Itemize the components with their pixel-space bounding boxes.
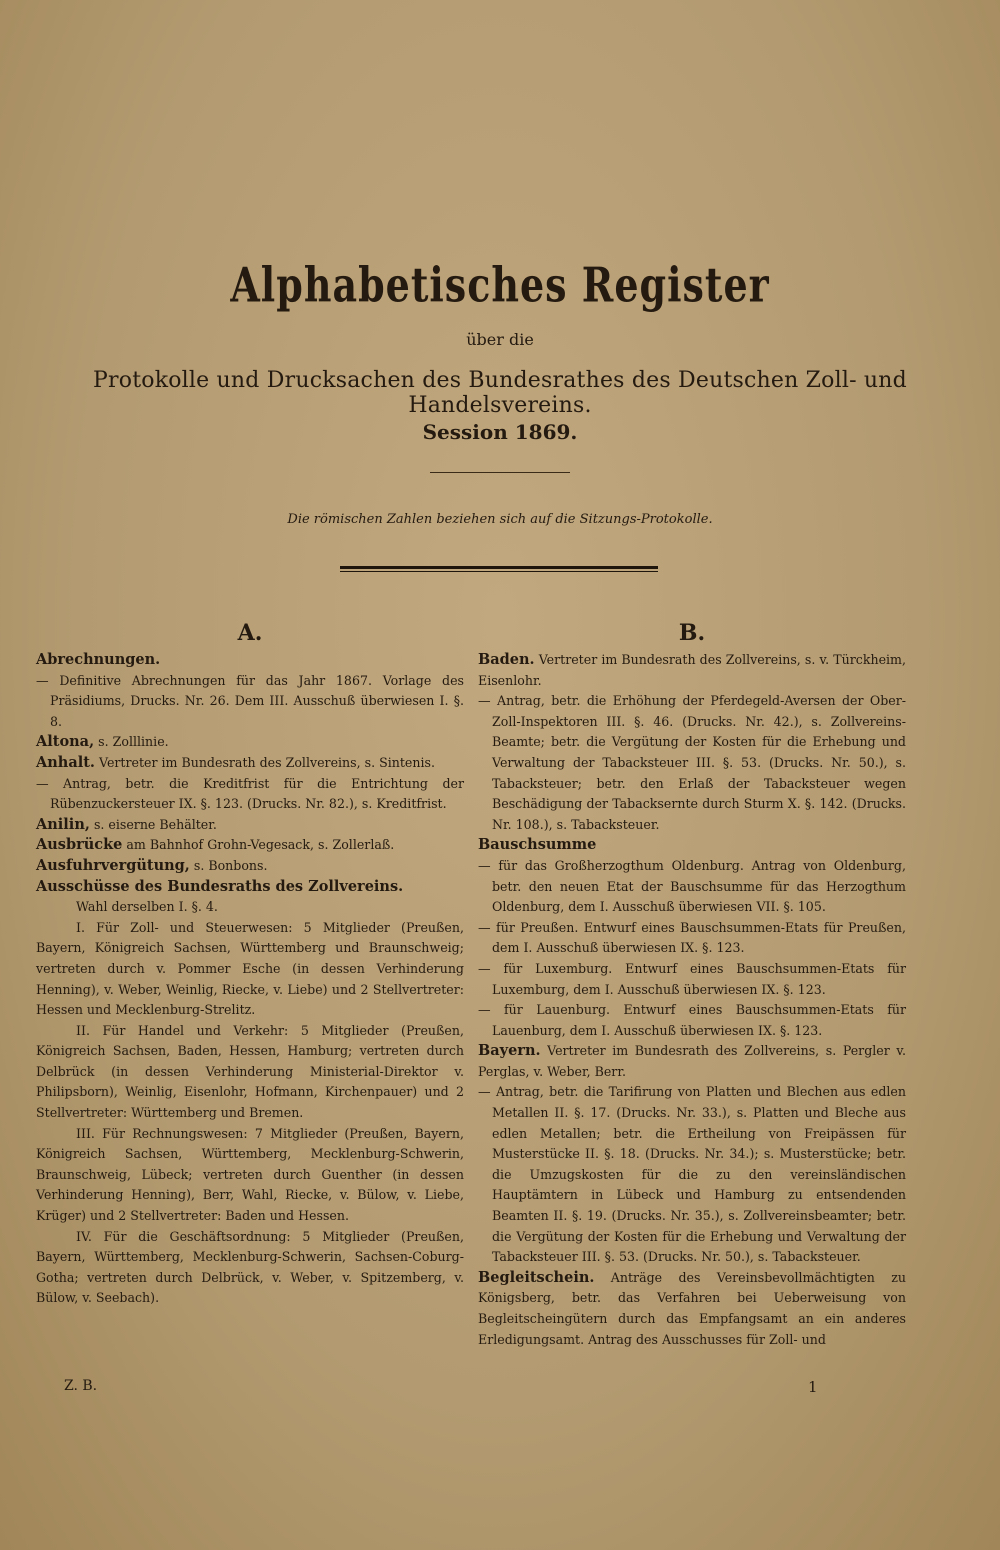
subtitle-protokolle: Protokolle und Drucksachen des Bundesrathes des Deutschen Zoll- und Handelsvereins. xyxy=(93,368,907,418)
register-entry xyxy=(478,1041,906,1082)
page-title: Alphabetisches Register xyxy=(230,256,770,313)
entry-text: — für Lauenburg. Entwurf eines Bauschsummen-Etats für Lauenburg, dem I. Ausschuß überwiesen IX. §. 123. xyxy=(478,1002,906,1038)
register-entry xyxy=(478,691,906,835)
entry-text: s. eiserne Behälter. xyxy=(93,816,217,832)
subtitle-ueber-die: über die xyxy=(466,330,534,349)
register-entry xyxy=(36,753,464,774)
session-label: Session 1869. xyxy=(422,420,578,444)
entry-text: Vertreter im Bundesrath des Zollvereins, s. Sintenis. xyxy=(99,754,435,770)
page-number: 1 xyxy=(808,1378,818,1396)
divider-thick-secondary xyxy=(340,571,658,572)
ausschuss-paragraphs xyxy=(36,918,464,1309)
entry-text: — Antrag, betr. die Tarifirung von Platten und Blechen aus edlen Metallen II. §. 17. (Drucks. Nr. 33.), s. Platten und Bleche aus edlen Metallen; betr. die Ertheilung von Freipässen für Musterstücke II. §. 18. (Drucks. Nr. 34.); s. Musterstücke; betr. die Umzugskosten für die zu den vereinsländischen Hauptämtern in Lübeck und Hamburg zu entsendenden Beamten II. §. 19. (Drucks. Nr. 35.), s. Zollvereinsbeamter; betr. die Vergütung der Kosten für die Erhebung und Verwaltung der Tabacksteuer III. §. 53. (Drucks. Nr. 50.), s. Tabacksteuer. xyxy=(478,1084,906,1265)
register-entry xyxy=(36,671,464,733)
ausschuss-paragraph: IV. Für die Geschäftsordnung: 5 Mitglieder (Preußen, Bayern, Württemberg, Mecklenburg-Schwerin, Sachsen-Coburg-Gotha; vertreten durch Delbrück, v. Weber, v. Spitzemberg, v. Bülow, v. Seebach). xyxy=(36,1228,464,1306)
register-entry xyxy=(478,856,906,918)
register-entry xyxy=(478,959,906,1000)
entry-text: — Antrag, betr. die Kreditfrist für die Entrichtung der Rübenzuckersteuer IX. §. 123. (Drucks. Nr. 82.), s. Kreditfrist. xyxy=(36,775,464,812)
entry-keyword: Ausfuhrvergütung, xyxy=(36,856,190,874)
entry-text: Vertreter im Bundesrath des Zollvereins, s. v. Türckheim, Eisenlohr. xyxy=(478,652,906,688)
column-left xyxy=(36,618,464,1309)
signature-mark: Z. B. xyxy=(64,1378,98,1394)
register-entry xyxy=(36,774,464,815)
entry-text: — für Preußen. Entwurf eines Bauschsummen-Etats für Preußen, dem I. Ausschuß überwiesen IX. §. 123. xyxy=(478,919,906,956)
entry-text: Anträge des Vereinsbevollmächtigten zu Königsberg, betr. das Verfahren bei Ueberweisung von Begleitscheingütern durch das Empfangsamt an ein anderes Erledigungsamt. Antrag des Ausschusses für Zoll- und xyxy=(478,1269,906,1347)
entry-keyword: Anhalt. xyxy=(36,753,95,771)
register-entry xyxy=(478,918,906,959)
ausschuss-paragraph: I. Für Zoll- und Steuerwesen: 5 Mitglieder (Preußen, Bayern, Königreich Sachsen, Württemberg und Braunschweig; vertreten durch v. Pommer Esche (in dessen Verhinderung Henning), v. Weber, Weinlig, Riecke, v. Liebe) und 2 Stellvertreter: Hessen und Mecklenburg-Strelitz. xyxy=(36,919,464,1018)
entry-text: — Definitive Abrechnungen für das Jahr 1867. Vorlage des Präsidiums, Drucks. Nr. 26. Dem III. Ausschuß überwiesen I. §. 8. xyxy=(36,672,464,729)
entry-text: — für Luxemburg. Entwurf eines Bauschsummen-Etats für Luxemburg, dem I. Ausschuß überwiesen IX. §. 123. xyxy=(478,960,906,997)
entry-text: Vertreter im Bundesrath des Zollvereins, s. Pergler v. Perglas, v. Weber, Berr. xyxy=(478,1043,906,1079)
divider-thick xyxy=(340,566,658,569)
wahl-line: Wahl derselben I. §. 4. xyxy=(76,899,218,915)
entry-keyword: Abrechnungen. xyxy=(36,651,161,668)
entry-keyword: Bayern. xyxy=(478,1042,541,1060)
ausschuss-paragraph: II. Für Handel und Verkehr: 5 Mitglieder (Preußen, Königreich Sachsen, Baden, Hessen, Hamburg; vertreten durch Delbrück (in dessen Verhinderung Ministerial-Direktor v. Philipsborn), Weinlig, Eisenlohr, Hofmann, Kirchenpauer) und 2 Stellvertreter: Württemberg und Bremen. xyxy=(36,1022,464,1121)
register-entry xyxy=(478,1268,906,1350)
register-entry xyxy=(36,835,464,856)
left-entries xyxy=(36,650,464,897)
entry-keyword: Anilin, xyxy=(36,815,90,833)
section-letter-b: B. xyxy=(678,620,706,646)
register-entry xyxy=(36,877,464,898)
register-entry xyxy=(478,835,906,856)
register-entry xyxy=(478,1082,906,1267)
entry-text: s. Bonbons. xyxy=(193,857,268,873)
entry-keyword: Altona, xyxy=(36,733,95,751)
entry-keyword: Begleitschein. xyxy=(478,1268,595,1286)
entry-text: s. Zolllinie. xyxy=(98,734,169,750)
register-entry xyxy=(478,650,906,691)
section-letter-a: A. xyxy=(237,620,263,646)
right-entries xyxy=(478,650,906,1350)
roman-numerals-note: Die römischen Zahlen beziehen sich auf die Sitzungs-Protokolle. xyxy=(287,512,713,527)
register-entry xyxy=(36,856,464,877)
entry-text: — für das Großherzogthum Oldenburg. Antrag von Oldenburg, betr. den neuen Etat der Bauschsumme für das Herzogthum Oldenburg, dem I. Ausschuß überwiesen VII. §. 105. xyxy=(478,857,906,915)
register-entry xyxy=(36,815,464,836)
register-entry xyxy=(36,732,464,753)
ausschuss-paragraph: III. Für Rechnungswesen: 7 Mitglieder (Preußen, Bayern, Königreich Sachsen, Württemberg, Mecklenburg-Schwerin, Braunschweig, Lübeck; vertreten durch Guenther (in dessen Verhinderung Henning), Berr, Wahl, Riecke, v. Bülow, v. Liebe, Krüger) und 2 Stellvertreter: Baden und Hessen. xyxy=(36,1125,464,1224)
entry-keyword: Ausschüsse des Bundesraths des Zollvereins. xyxy=(36,877,404,895)
divider-thin xyxy=(430,472,570,473)
entry-keyword: Baden. xyxy=(478,651,535,668)
entry-keyword: Ausbrücke xyxy=(36,836,123,854)
register-entry xyxy=(478,1000,906,1041)
column-right xyxy=(478,618,906,1350)
register-entry xyxy=(36,650,464,671)
entry-text: am Bahnhof Grohn-Vegesack, s. Zollerlaß. xyxy=(126,837,395,853)
entry-text: — Antrag, betr. die Erhöhung der Pferdegeld-Aversen der Ober-Zoll-Inspektoren III. §. 46. (Drucks. Nr. 42.), s. Zollvereins-Beamte; betr. die Vergütung der Kosten für die Erhebung und Verwaltung der Tabacksteuer III. §. 53. (Drucks. Nr. 50.), s. Tabacksteuer; betr. den Erlaß der Tabacksteuer wegen Beschädigung der Tabacksernte durch Sturm X. §. 142. (Drucks. Nr. 108.), s. Tabacksteuer. xyxy=(478,693,906,832)
entry-keyword: Bauschsumme xyxy=(478,836,597,854)
